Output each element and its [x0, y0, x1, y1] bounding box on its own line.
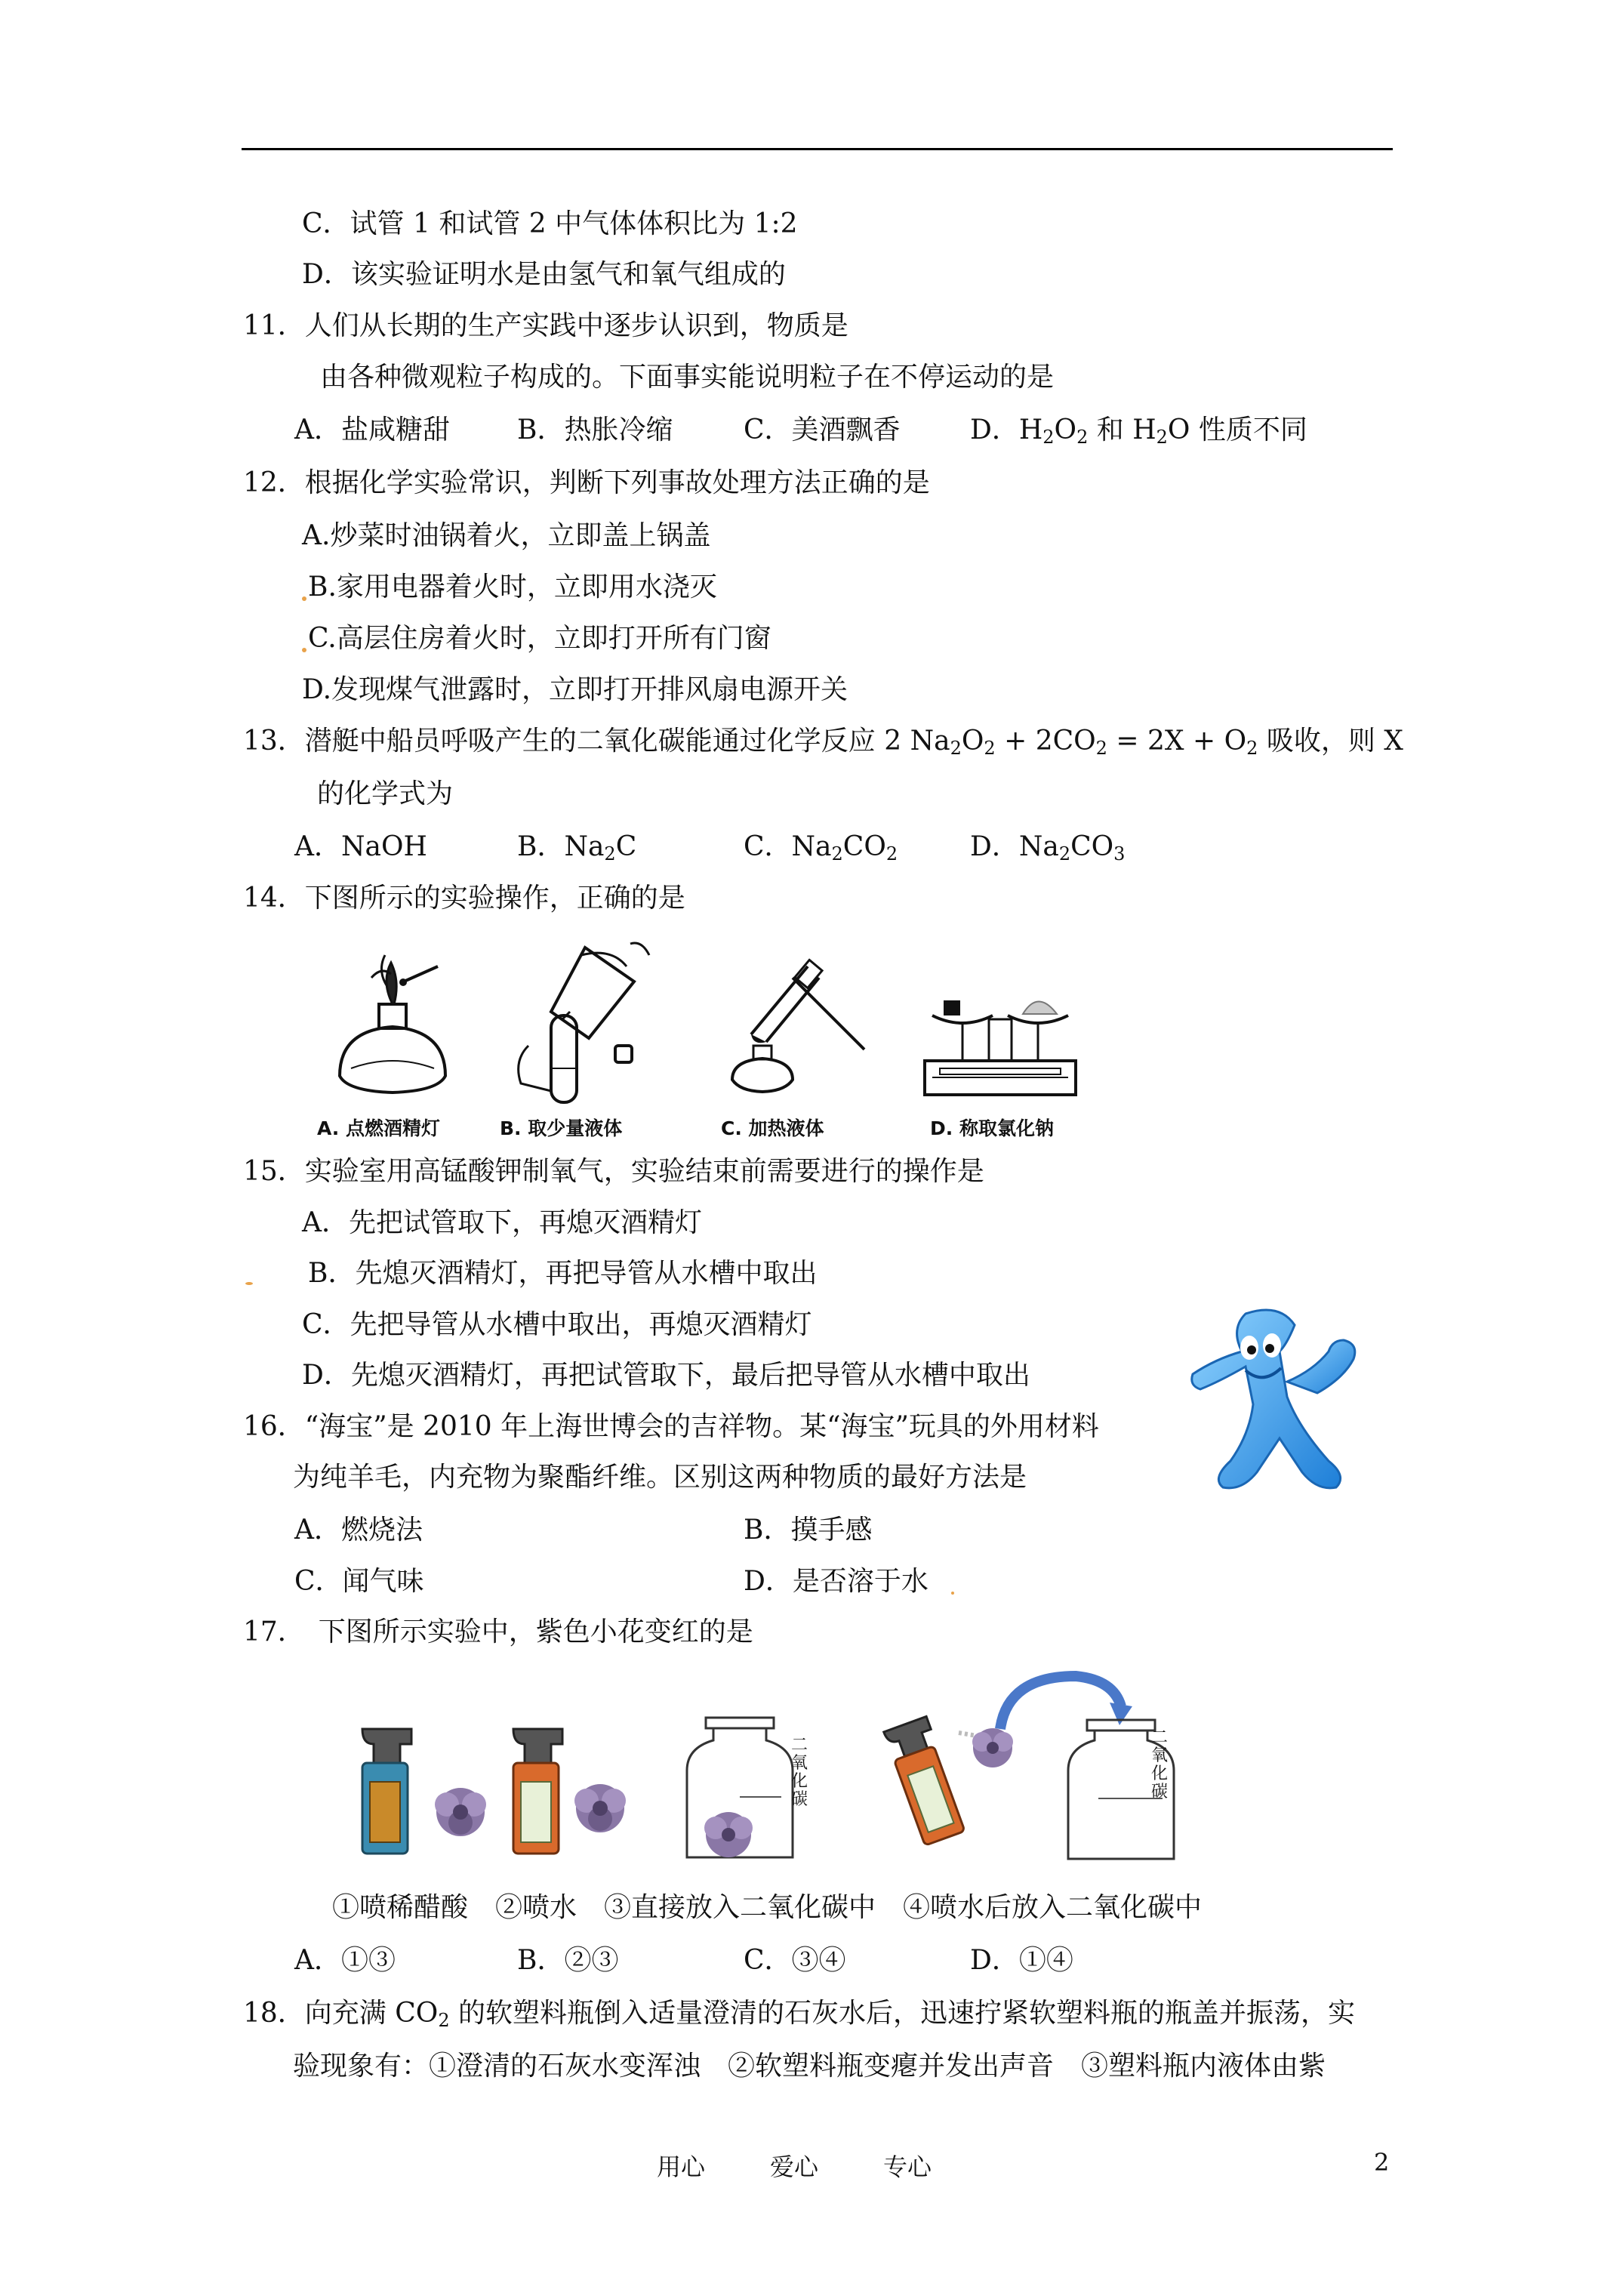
jar-label-3: 二氧化碳 [791, 1736, 808, 1809]
q18-stem-line1: 18．向充满 $CO_2$ 的软塑料瓶倒入适量澄清的石灰水后，迅速拧紧软塑料瓶的瓶盖并振荡，实 [243, 1998, 1356, 2031]
q12-option-a: A.炒菜时油锅着火，立即盖上锅盖 [302, 520, 711, 551]
q16-options [294, 1514, 1276, 1597]
q17-option-d: D．①④ [970, 1945, 1073, 1976]
q13-stem-line1: 13．潜艇中船员呼吸产生的二氧化碳能通过化学反应 2 $Na_2O_2 + 2CO_2 = 2X + O_2$ 吸收，则 X [243, 726, 1403, 759]
footer-word-1: 用心 [657, 2153, 706, 2181]
q17-option-b: B．②③ [517, 1945, 619, 1976]
alcohol-lamp-figure [325, 940, 483, 1106]
q11-options [294, 414, 1389, 447]
heating-tube-figure [710, 936, 876, 1110]
q11-option-b: B．热胀冷缩 [517, 415, 673, 445]
q16-option-c: C．闻气味 [294, 1566, 424, 1597]
balance-figure [917, 963, 1083, 1106]
q13-stem-line2: 的化学式为 [317, 778, 454, 809]
q14-caption-b: B. 取少量液体 [500, 1117, 623, 1139]
q12-option-c: C.高层住房着火时，立即打开所有门窗 [308, 623, 771, 654]
q14-caption-a: A. 点燃酒精灯 [317, 1117, 441, 1139]
q10-option-c: C．试管 1 和试管 2 中气体体积比为 1:2 [302, 208, 798, 239]
jar-label-4: 二氧化碳 [1151, 1728, 1169, 1801]
q15-option-a: A．先把试管取下，再熄灭酒精灯 [302, 1207, 702, 1238]
spray-water-figure [498, 1721, 664, 1857]
q17-options [294, 1944, 1389, 1977]
q17-option-a: A．①③ [294, 1945, 396, 1976]
q11-option-c: C．美酒飘香 [744, 415, 901, 445]
q14-stem: 14．下图所示的实验操作，正确的是 [243, 883, 685, 914]
pouring-liquid-figure [498, 932, 672, 1110]
q14-caption-c: C. 加热液体 [721, 1117, 824, 1139]
q11-stem-line2: 由各种微观粒子构成的。下面事实能说明粒子在不停运动的是 [320, 362, 1055, 393]
q12-stem: 12．根据化学实验常识，判断下列事故处理方法正确的是 [243, 467, 930, 498]
spray-vinegar-figure [347, 1721, 513, 1857]
stray-mark [951, 1592, 954, 1595]
footer-word-2: 爱心 [770, 2153, 819, 2181]
q12-option-b: B.家用电器着火时，立即用水浇灭 [308, 572, 717, 603]
haibao-mascot-image [1174, 1299, 1378, 1502]
header-rule [242, 148, 1393, 150]
q15-option-c: C．先把导管从水槽中取出，再熄灭酒精灯 [302, 1309, 812, 1340]
q15-stem: 15．实验室用高锰酸钾制氧气，实验结束前需要进行的操作是 [243, 1156, 984, 1187]
stray-mark [302, 596, 306, 601]
q18-stem-line2: 验现象有：①澄清的石灰水变浑浊 ②软塑料瓶变瘪并发出声音 ③塑料瓶内液体由紫 [293, 2051, 1326, 2082]
spray-then-co2-figure [879, 1661, 1189, 1865]
q16-option-b: B．摸手感 [744, 1515, 873, 1546]
q13-option-d: D．$Na_2CO_3$ [970, 831, 1126, 864]
q13-option-b: B．$Na_2C$ [517, 831, 637, 864]
q15-option-d: D．先熄灭酒精灯，再把试管取下，最后把导管从水槽中取出 [302, 1360, 1030, 1391]
q17-stem: 17． 下图所示实验中，紫色小花变红的是 [243, 1616, 753, 1647]
q11-stem-line1: 11．人们从长期的生产实践中逐步认识到，物质是 [243, 310, 848, 341]
q16-option-d: D．是否溶于水 [744, 1566, 929, 1597]
q15-option-b: B．先熄灭酒精灯，再把导管从水槽中取出 [308, 1258, 818, 1289]
q16-stem-line1: 16．“海宝”是 2010 年上海世博会的吉祥物。某“海宝”玩具的外用材料 [243, 1411, 1099, 1442]
q13-option-c: C．$Na_2CO_2$ [744, 831, 898, 864]
q17-option-c: C．③④ [744, 1945, 846, 1976]
q14-caption-d: D. 称取氯化钠 [930, 1117, 1054, 1139]
q11-option-d: D．$H_2O_2$ 和 $H_2O$ 性质不同 [970, 415, 1307, 448]
stray-mark [302, 648, 306, 652]
q16-stem-line2: 为纯羊毛，内充物为聚酯纤维。区别这两种物质的最好方法是 [293, 1462, 1027, 1493]
stray-mark [245, 1282, 253, 1285]
q17-figure-labels: ①喷稀醋酸 ②喷水 ③直接放入二氧化碳中 ④喷水后放入二氧化碳中 [332, 1892, 1203, 1923]
page-number: 2 [1374, 2148, 1390, 2177]
q11-option-a: A．盐咸糖甜 [294, 415, 450, 445]
q13-options [294, 831, 1389, 864]
q10-option-d: D．该实验证明水是由氢气和氧气组成的 [302, 259, 786, 290]
q16-option-a: A．燃烧法 [294, 1515, 423, 1546]
q12-option-d: D.发现煤气泄露时，立即打开排风扇电源开关 [302, 674, 848, 705]
q13-option-a: A．NaOH [294, 831, 427, 862]
footer-word-3: 专心 [883, 2153, 932, 2181]
